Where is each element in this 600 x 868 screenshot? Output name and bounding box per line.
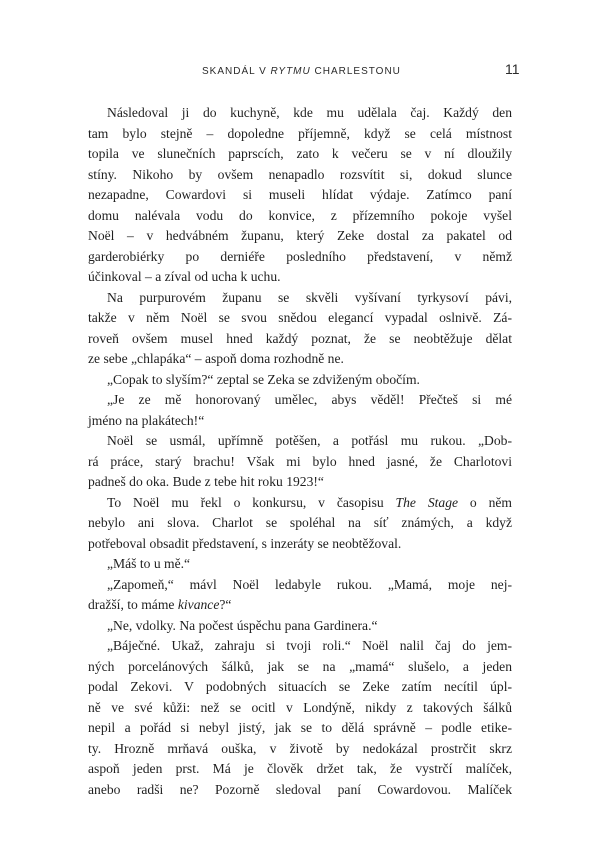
text-line: jméno na plakátech!“ <box>88 412 205 428</box>
italic-title: The Stage <box>395 494 459 510</box>
text-line: „Je ze mě honorovaný umělec, abys věděl! Přečteš si mé <box>107 392 512 407</box>
body-text <box>88 103 512 800</box>
text-line: stíny. Nikoho by ovšem nenapadlo rozsvítit si, dokud slunce <box>88 166 512 182</box>
text-line: Následoval ji do kuchyně, kde mu udělala čaj. Každý den <box>107 105 512 120</box>
text-line: potřeboval obsadit představení, s inzeráty se neobtěžoval. <box>88 535 402 551</box>
paragraph <box>88 493 512 555</box>
text-line: Noël – v hedvábném županu, který Zeke dostal za pakatel od <box>88 228 512 243</box>
paragraph <box>88 636 512 800</box>
text-line: ných porcelánových šálků, jak se na „mamá“ slušelo, a jeden <box>88 658 512 674</box>
paragraph <box>88 103 512 288</box>
text-line: nebylo ani slova. Charlot se spoléhal na síť známých, a když <box>88 515 512 530</box>
text-line: ty. Hrozně mrňavá ouška, v životě by nedokázal prostrčit skrz <box>88 740 512 756</box>
text-line: tam bylo stejně – dopoledne příjemně, když se celá místnost <box>88 125 512 141</box>
paragraph <box>88 431 512 493</box>
running-head-part: RYTMU <box>270 66 311 77</box>
text-line: topila ve slunečních paprscích, zato k večeru se v ní dloužily <box>88 146 512 161</box>
running-head-part: SKANDÁL V <box>202 66 271 77</box>
text-line: „Báječné. Ukaž, zahraju si tvoji roli.“ Noël nalil čaj do jem- <box>107 638 512 653</box>
text-line: Na purpurovém županu se skvěli vyšívaní tyrkysoví pávi, <box>107 289 512 305</box>
text-line: ně ve své kůži: než se ocitl v Londýně, nikdy z takových šálků <box>88 699 512 715</box>
running-head <box>202 66 401 77</box>
paragraph <box>88 575 512 616</box>
text-line: rá práce, starý brachu! Však mi bylo hned jasné, že Charlotovi <box>88 453 512 469</box>
text-segment: dražší, to máme <box>88 597 178 612</box>
text-line <box>88 595 512 616</box>
paragraph <box>88 370 512 391</box>
text-line: účinkoval – a zíval od ucha k uchu. <box>88 269 281 284</box>
text-line: domu nalévala vodu do konvice, z přízemního pokoje vyšel <box>88 207 512 223</box>
text-segment: ?“ <box>219 597 232 612</box>
text-line: podal Zekovi. V podobných situacích se Zeke zatím necítil úpl- <box>88 679 512 694</box>
text-line: nepil a pořád si nebyl jistý, jak se to dělá správně – podle etike- <box>88 720 512 735</box>
text-line: aspoň jeden prst. Má je člověk držet tak, že vystrčí malíček, <box>88 761 512 776</box>
paragraph <box>88 554 512 575</box>
italic-word: kivance <box>177 597 220 612</box>
text-line: takže v něm Noël se svou snědou elegancí vypadal oslnivě. Zá- <box>88 310 512 325</box>
text-line: „Zapomeň,“ mávl Noël ledabyle rukou. „Mamá, moje nej- <box>107 576 512 592</box>
page-number: 11 <box>505 61 520 77</box>
paragraph <box>88 616 512 637</box>
text-line: roveň ovšem musel hned každý poznat, že se neobtěžuje dělat <box>88 330 512 346</box>
paragraph <box>88 390 512 431</box>
text-line: „Ne, vdolky. Na počest úspěchu pana Gardinera.“ <box>107 617 378 633</box>
text-line: Noël se usmál, upřímně potěšen, a potřásl mu rukou. „Dob- <box>107 433 512 448</box>
text-line <box>88 493 512 514</box>
paragraph <box>88 288 512 370</box>
running-head-part: CHARLESTONU <box>310 66 401 77</box>
text-line: nezapadne, Cowardovi si museli hlídat výdaje. Zatímco paní <box>88 187 512 202</box>
text-line: garderobiérky po derniéře posledního představení, v němž <box>88 248 512 264</box>
text-line: padneš do oka. Bude z tebe hit roku 1923!“ <box>88 474 324 489</box>
text-line: ze sebe „chlapáka“ – aspoň doma rozhodně ne. <box>88 351 344 366</box>
text-line: „Copak to slyším?“ zeptal se Zeka se zdviženým obočím. <box>107 371 420 387</box>
text-segment: To Noël mu řekl o konkursu, v časopisu <box>107 494 396 510</box>
text-line: „Máš to u mě.“ <box>107 556 191 571</box>
text-line: anebo radši ne? Pozorně sledoval paní Cowardovou. Malíček <box>88 781 512 797</box>
text-segment: o něm <box>458 494 512 510</box>
